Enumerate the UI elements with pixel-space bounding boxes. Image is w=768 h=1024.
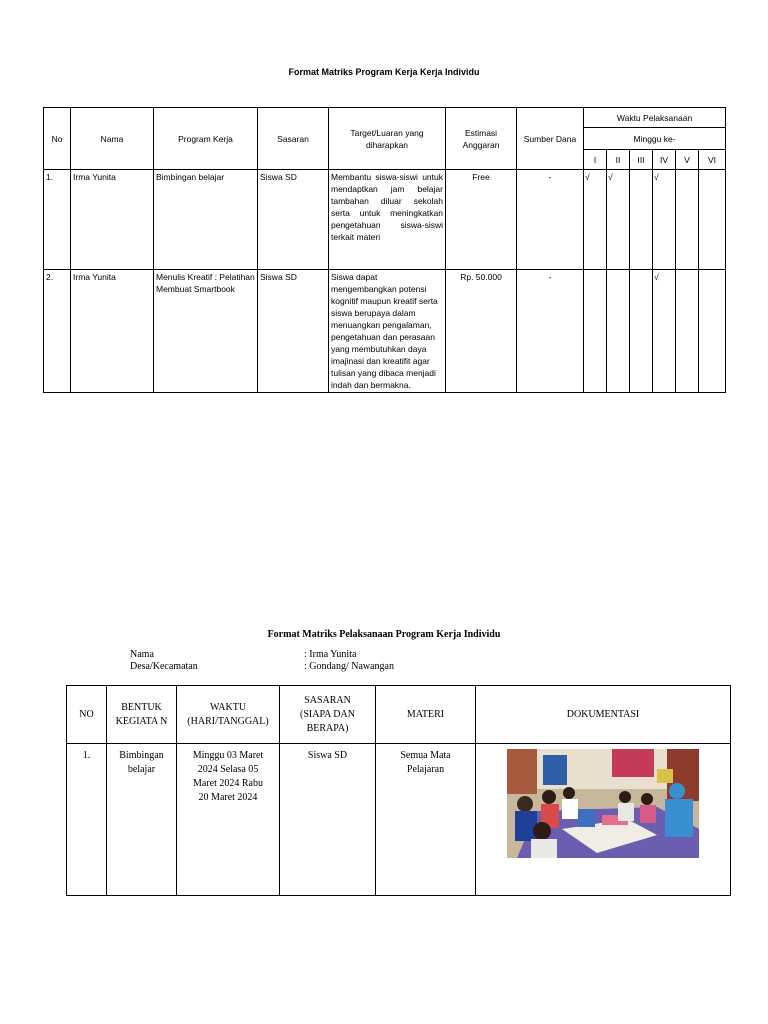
nama-value: : Irma Yunita: [304, 649, 357, 660]
row-week-4: √: [653, 270, 676, 393]
row-week-6: [699, 170, 726, 270]
col-header-bentuk: BENTUK KEGIATA N: [107, 686, 177, 744]
week-header-2: II: [607, 150, 630, 170]
row-program: Bimbingan belajar: [154, 170, 258, 270]
row-sumber: -: [517, 170, 584, 270]
desa-value: : Gondang/ Nawangan: [304, 661, 394, 672]
col-header-program: Program Kerja: [154, 108, 258, 170]
row-estimasi: Rp. 50.000: [446, 270, 517, 393]
desa-label: Desa/Kecamatan: [130, 661, 198, 672]
row-target: Membantu siswa-siswi untuk mendaptkan jam belajar tambahan diluar sekolah serta untuk meningkatkan pengetahuan siswa-siswi terkait materi: [329, 170, 446, 270]
row-sasaran: Siswa SD: [258, 270, 329, 393]
col-header-no: No: [44, 108, 71, 170]
row-week-2: √: [607, 170, 630, 270]
row-no: 1.: [67, 744, 107, 896]
pelaksanaan-table: [66, 685, 731, 896]
row-week-2: [607, 270, 630, 393]
doc2-title: Format Matriks Pelaksanaan Program Kerja Individu: [267, 629, 501, 640]
col-header-waktu: Waktu Pelaksanaan: [584, 108, 726, 128]
row-week-1: √: [584, 170, 607, 270]
row-no: 1.: [44, 170, 71, 270]
row-week-4: √: [653, 170, 676, 270]
doc1-title: Format Matriks Program Kerja Kerja Individu: [288, 67, 480, 77]
documentation-photo: [507, 749, 699, 858]
row-bentuk: Bimbingan belajar: [107, 744, 177, 896]
col-header-materi: MATERI: [376, 686, 476, 744]
row-week-5: [676, 170, 699, 270]
week-header-3: III: [630, 150, 653, 170]
row-nama: Irma Yunita: [71, 270, 154, 393]
row-estimasi: Free: [446, 170, 517, 270]
row-sasaran: Siswa SD: [258, 170, 329, 270]
week-header-4: IV: [653, 150, 676, 170]
row-sasaran: Siswa SD: [280, 744, 376, 896]
row-materi: Semua Mata Pelajaran: [376, 744, 476, 896]
col-header-sasaran: Sasaran: [258, 108, 329, 170]
col-header-dokumentasi: DOKUMENTASI: [476, 686, 731, 744]
week-header-1: I: [584, 150, 607, 170]
row-waktu: Minggu 03 Maret 2024 Selasa 05 Maret 2024 Rabu 20 Maret 2024: [177, 744, 280, 896]
row-target: Siswa dapat mengembangkan potensi kognitif maupun kreatif serta siswa berupaya dalam menuangkan pengalaman, pengetahuan dan perasaan yang membutuhkan daya imajinasi dan kreatifit agar tulisan yang dibaca menjadi indah dan bermakna.: [329, 270, 446, 393]
col-header-sasaran: SASARAN (SIAPA DAN BERAPA): [280, 686, 376, 744]
col-header-nama: Nama: [71, 108, 154, 170]
table-row: [67, 744, 731, 896]
row-no: 2.: [44, 270, 71, 393]
nama-label: Nama: [130, 649, 154, 660]
table-row: [44, 170, 726, 270]
week-header-6: VI: [699, 150, 726, 170]
week-header-5: V: [676, 150, 699, 170]
row-week-3: [630, 170, 653, 270]
classroom-photo-icon: [507, 749, 699, 858]
row-sumber: -: [517, 270, 584, 393]
col-header-no: NO: [67, 686, 107, 744]
row-dokumentasi: [476, 744, 731, 896]
table-row: [44, 270, 726, 393]
row-program: Menulis Kreatif : Pelatihan Membuat Smartbook: [154, 270, 258, 393]
col-header-minggu: Minggu ke-: [584, 128, 726, 150]
col-header-estimasi: Estimasi Anggaran: [446, 108, 517, 170]
program-kerja-table: [43, 107, 726, 393]
row-week-5: [676, 270, 699, 393]
col-header-sumber: Sumber Dana: [517, 108, 584, 170]
col-header-target: Target/Luaran yang diharapkan: [329, 108, 446, 170]
col-header-waktu: WAKTU (HARI/TANGGAL): [177, 686, 280, 744]
row-nama: Irma Yunita: [71, 170, 154, 270]
row-week-3: [630, 270, 653, 393]
row-week-6: [699, 270, 726, 393]
row-week-1: [584, 270, 607, 393]
